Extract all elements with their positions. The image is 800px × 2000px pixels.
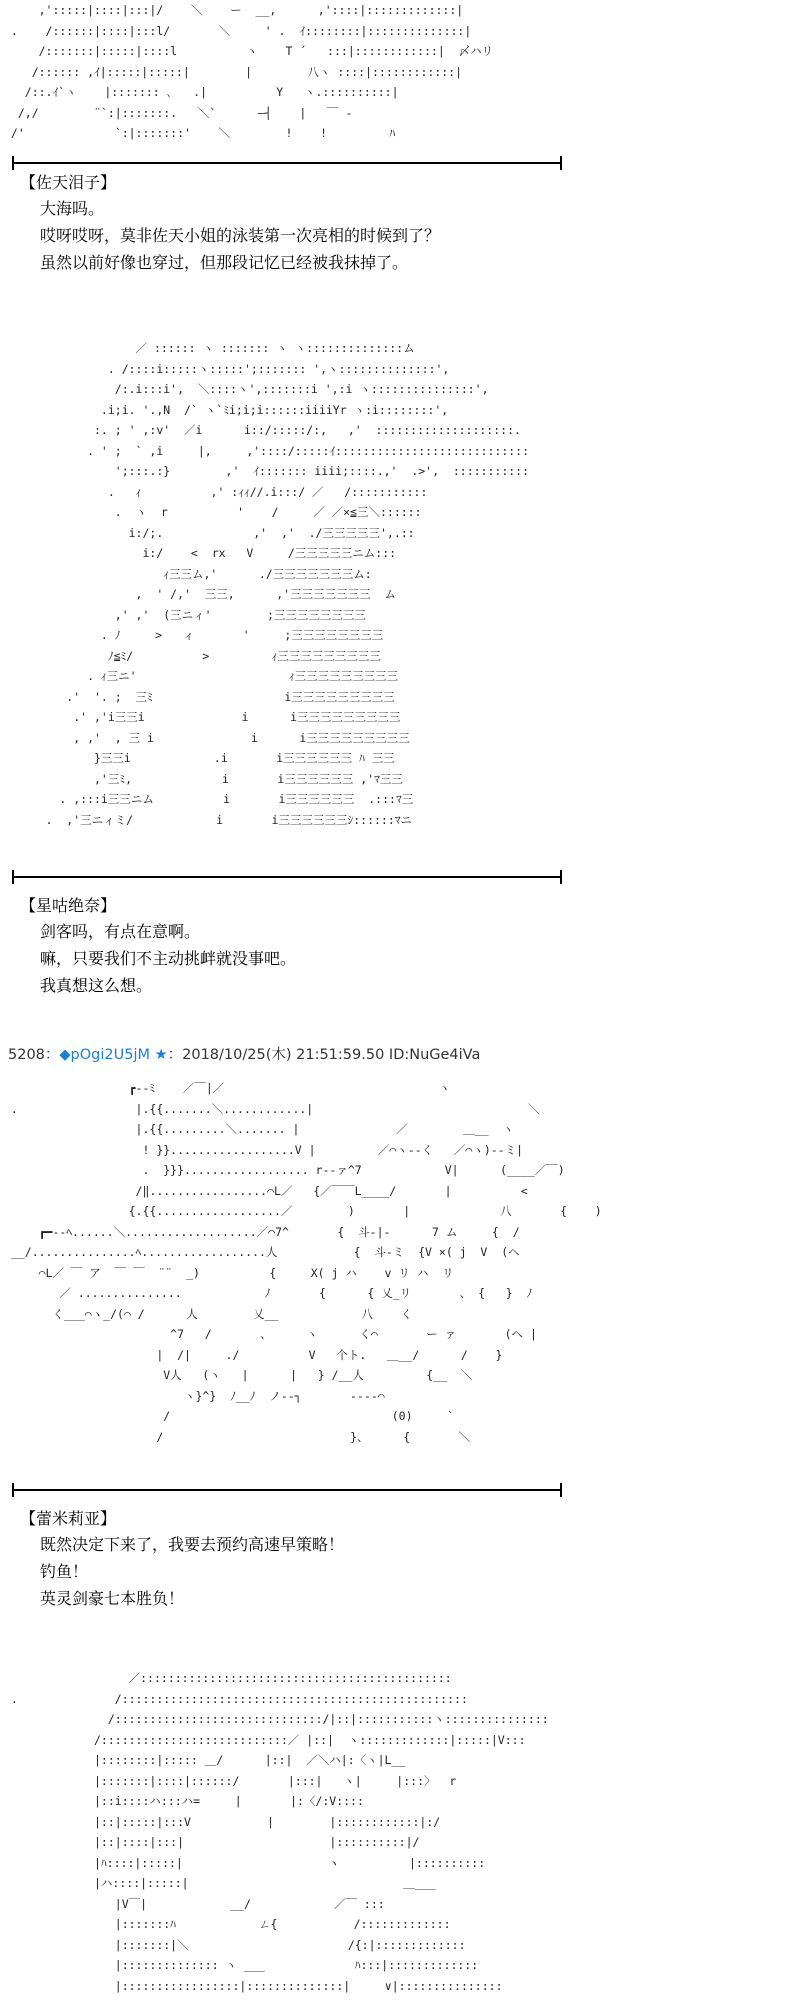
post-meta: ：2018/10/25(木) 21:51:59.50 ID:NuGe4iVa <box>167 1047 481 1063</box>
divider <box>12 162 562 164</box>
dialogue-line: 钓鱼！ <box>40 1562 89 1581</box>
divider-tick-right <box>560 1483 562 1497</box>
poster-trip[interactable]: ◆pOgi2U5jM ★ <box>59 1047 168 1063</box>
divider-tick-left <box>12 1483 14 1497</box>
dialogue-line: 既然决定下来了，我要去预约高速早策略！ <box>40 1535 345 1554</box>
dialogue-line: 大海吗。 <box>40 199 105 218</box>
dialogue-line: 虽然以前好像也穿过，但那段记忆已经被我抹掉了。 <box>40 253 409 272</box>
dialogue-line: 剑客吗，有点在意啊。 <box>40 922 201 941</box>
divider-tick-right <box>560 156 562 170</box>
dialogue-line: 我真想这么想。 <box>40 976 153 995</box>
divider-tick-left <box>12 156 14 170</box>
post-separator: ： <box>44 1047 60 1063</box>
dialogue <box>40 918 296 999</box>
dialogue-line: 哎呀哎呀，莫非佐天小姐的泳装第一次亮相的时候到了？ <box>40 226 441 245</box>
divider-tick-right <box>560 870 562 884</box>
ascii-art-top: ,':::::|::::|:::|/ ＼ ー __, ,'::::|:::::::::::::| . /::::::|::::|:::l/ ＼ ' . ｲ::::::::|::::::::::::::| /:::::::|:::::|::::l ヽ T ´ :::|::::::::::::| 〆ハリ /:::::: ,ｲ|:::::|:::::| | 八ヽ ::::|::::::::::::| /::.ｲ`ヽ |::::::: ､ .| Y ヽ.::::::::::| /,/ ¨`:|:::::::. ＼` ―┤ | ￣ - /' `:|:::::::' ＼ ! ! ﾊ <box>10 3 494 140</box>
dialogue <box>40 1531 344 1612</box>
ascii-art-group: ┏--ﾐ ／￣|／ ヽ . |.{{.......＼............| ＼ |.{{.........＼....... | ／ ＿__ ヽ ! }}..................V | ／⌒ヽ-‐く ／⌒ヽ)--ミ| . }}}.................. r-‐ァ^7 V| (____／￣) /‖.................⌒L／ {／￣￣L____/ | < {.{{..................／ ) | 八 { ) ┏━--ﾍ......＼...................／⌒7^ { 斗‐|‐ 7 ム { / __/...............ﾍ..................人 { 斗‐ミ {V ×( j V (ヘ ⌒L／ ￣ ア ￣ ￣ ¨¨ _) { X( j ハ v リ ハ リ ／ ............... ﾉ { { 乂_リ 、 { } ﾉ く___⌒ヽ_/(⌒ / 人 乂__ 八 く ^7 / 、 ヽ く⌒ ー ァ (へ | | /| ./ V 个ト. ＿__/ / } V人 (ヽ | | } /__人 {__ ＼ ヽ}^} ﾉ__ﾉ ノ‐‐┐ ---‐⌒ / (0) ` / }、 { ＼ <box>10 1081 602 1444</box>
post-number[interactable]: 5208 <box>8 1047 45 1063</box>
dialogue-line: 嘛，只要我们不主动挑衅就没事吧。 <box>40 949 297 968</box>
divider <box>12 1489 562 1491</box>
dialogue <box>40 195 440 276</box>
ascii-art-character: ／ :::::: ヽ ::::::: ヽ ヽ::::::::::::::ム . /::::i:::::ヽ:::::';::::::: ',ヽ::::::::::::::', /:.i:::i', ＼::::ヽ',:::::::i ',:i ヽ:::::::::::::::', .i;i. '.,N /` ヽ`ﾐi;i;i::::::iiiiYr ヽ:i::::::::', :. ; ' ,:v' ／i i::/:::::/:, ,' ::::::::::::::::::::. . ' ; ` ,i |, ,'::::/:::::ｲ:::::::::::::::::::::::::::: ';:::.:} ,' ｲ::::::: iiii;::::.,' .>', ::::::::::: . ｨ ,' :ｨｨ//.i:::/ ／ /::::::::::: . ヽ r ' / ／ ／×≦三＼:::::: i:/;. ,' ,' ./三三三三三',.:: i:/ < rx V /三三三三三ニム::: ｨ三三ム,' ./三三三三三三三ム: , ' /,' 三三, ,'三三三三三三三 ム ,' ,' (三ニィ' ;三三三三三三三三 . ﾉ > ィ ' ;三三三三三三三三 ﾉ≦ﾐ/ > ｨ三三三三三三三三三 . ｨ三ニ' ｨ三三三三三三三三三 .' '. ; 三ﾐ i三三三三三三三三三 .' ,'i三三i i i三三三三三三三三三 , ,' , 三 i i i三三三三三三三三三 }三三i .i i三三三三三三 ﾊ 三三 ,'三ﾐ, i i三三三三三三 ,'ﾏ三三 . ,:::i三三ニム i i三三三三三三 .:::ﾏ三 . ,'三ニィミ/ i i三三三三三三ｼ::::::ﾏニ <box>45 341 530 827</box>
divider <box>12 876 562 878</box>
ascii-art-bottom: ／::::::::::::::::::::::::::::::::::::::::::::: . /:::::::::::::::::::::::::::::::::::::::::::::::::: /::::::::::::::::::::::::::::::/|::|:::::::::::ヽ::::::::::::::: /:::::::::::::::::::::::::::／ |::| ヽ:::::::::::::|:::::|V::: |::::::::|::::: ＿/ |::| ／＼ハ|:〈ヽ|L__ |:::::::|::::|::::::/ |:::| ヽ| |:::〉 r |::i::::ハ:::ハ= | |:〈/:V:::: |::|:::::|:::V | |::::::::::::|:/ |::|::::|:::| |::::::::::|/ |ﾊ::::|:::::| ヽ |:::::::::: |ハ::::|:::::| ＿___ |V￣| __/ ／￣ ::: |:::::::ﾊ ㄥ{ /::::::::::::: |:::::::|＼ /{:|::::::::::::: |:::::::::::::: ヽ ___ ﾊ:::|::::::::::::: |:::::::::::::::::|::::::::::::::| ∨|::::::::::::::: <box>10 1671 549 1993</box>
speaker-name: 【星咕绝奈】 <box>20 896 117 915</box>
speaker-name: 【蕾米莉亚】 <box>20 1509 117 1528</box>
post-header <box>8 1043 480 1064</box>
divider-tick-left <box>12 870 14 884</box>
dialogue-line: 英灵剑豪七本胜负！ <box>40 1589 185 1608</box>
speaker-name: 【佐天泪子】 <box>20 173 117 192</box>
